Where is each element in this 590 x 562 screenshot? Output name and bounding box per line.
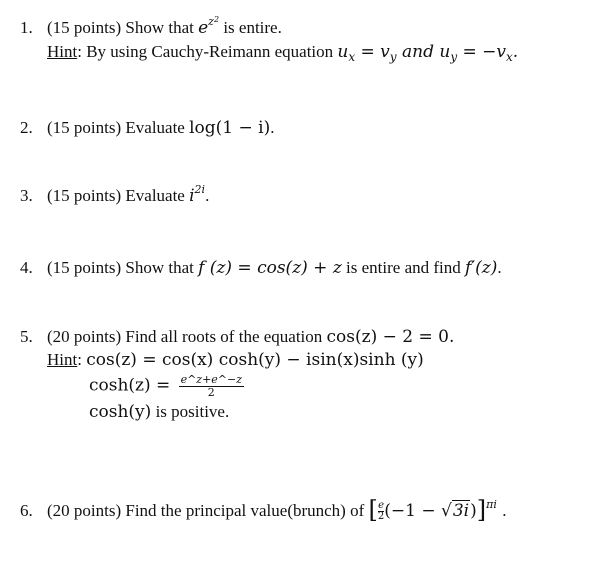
hint-label: Hint	[47, 42, 78, 61]
hint-label: Hint	[47, 350, 78, 369]
cosh-fraction	[179, 374, 244, 399]
note-text: is positive.	[155, 402, 230, 421]
question-text: (15 points) Evaluate	[47, 118, 185, 137]
question-2: 2. (15 points) Evaluate log(1 − i).	[20, 118, 275, 138]
question-5-hint: Hint: cos(z) = cos(x) cosh(y) − isin(x)sinh (y)	[47, 350, 424, 370]
fraction-denominator: 2	[179, 386, 244, 399]
question-6: 6. (20 points) Find the principal value(brunch) of [ $\frac{e}{2}$ (−1 − √3i)]$^{\pi i}$ .	[20, 496, 507, 524]
question-number: 1.	[20, 18, 33, 37]
question-5	[20, 327, 454, 347]
math-expression: [ $\frac{e}{2}$ (−1 − √3i)]$^{\pi i}$	[368, 496, 497, 524]
question-3: 3. (15 points) Evaluate $i^{2i}$.	[20, 183, 210, 206]
question-1-hint	[47, 42, 518, 62]
question-tail: is entire.	[223, 18, 282, 37]
hint-expression: cos(z) = cos(x) cosh(y) − isin(x)sinh (y)	[86, 350, 424, 370]
question-number: 6.	[20, 501, 33, 520]
question-text: (20 points) Find the principal value(brunch) of	[47, 501, 365, 520]
question-text: (20 points) Find all roots of the equation	[47, 327, 323, 346]
hint-text: : By using Cauchy-Reimann equation	[77, 42, 334, 61]
cosh-definition	[89, 374, 244, 399]
cosh-positive-note	[89, 402, 229, 422]
sqrt-expression: √3i	[441, 501, 470, 521]
fraction-numerator: e^z+e^−z	[180, 373, 243, 386]
question-1	[20, 15, 282, 38]
cosh-lhs: cosh(z) =	[89, 375, 171, 396]
question-mid-text: is entire and find	[346, 258, 461, 277]
math-expression: $i^{2i}$	[189, 183, 206, 206]
cosh-y-expression: cosh(y)	[89, 402, 152, 422]
question-text: (15 points) Show that	[47, 258, 194, 277]
math-expression: $u_x = v_y$ and $u_y = -v_x$.	[337, 42, 519, 64]
question-number: 5.	[20, 327, 33, 346]
question-number: 3.	[20, 186, 33, 205]
math-expression-2: f′(z)	[465, 258, 498, 278]
math-expression: cos(z) − 2 = 0.	[326, 327, 455, 347]
small-fraction: $\frac{e}{2}$	[377, 500, 385, 522]
math-expression: log(1 − i)	[189, 118, 271, 138]
question-number: 4.	[20, 258, 33, 277]
math-expression: $e^{z^2}$	[198, 15, 220, 38]
question-text: (15 points) Evaluate	[47, 186, 185, 205]
math-expression: f (z) = cos(z) + z	[198, 258, 342, 278]
question-text: (15 points) Show that	[47, 18, 194, 37]
question-number: 2.	[20, 118, 33, 137]
question-4: 4. (15 points) Show that f (z) = cos(z) + z is entire and find f′(z).	[20, 258, 502, 278]
